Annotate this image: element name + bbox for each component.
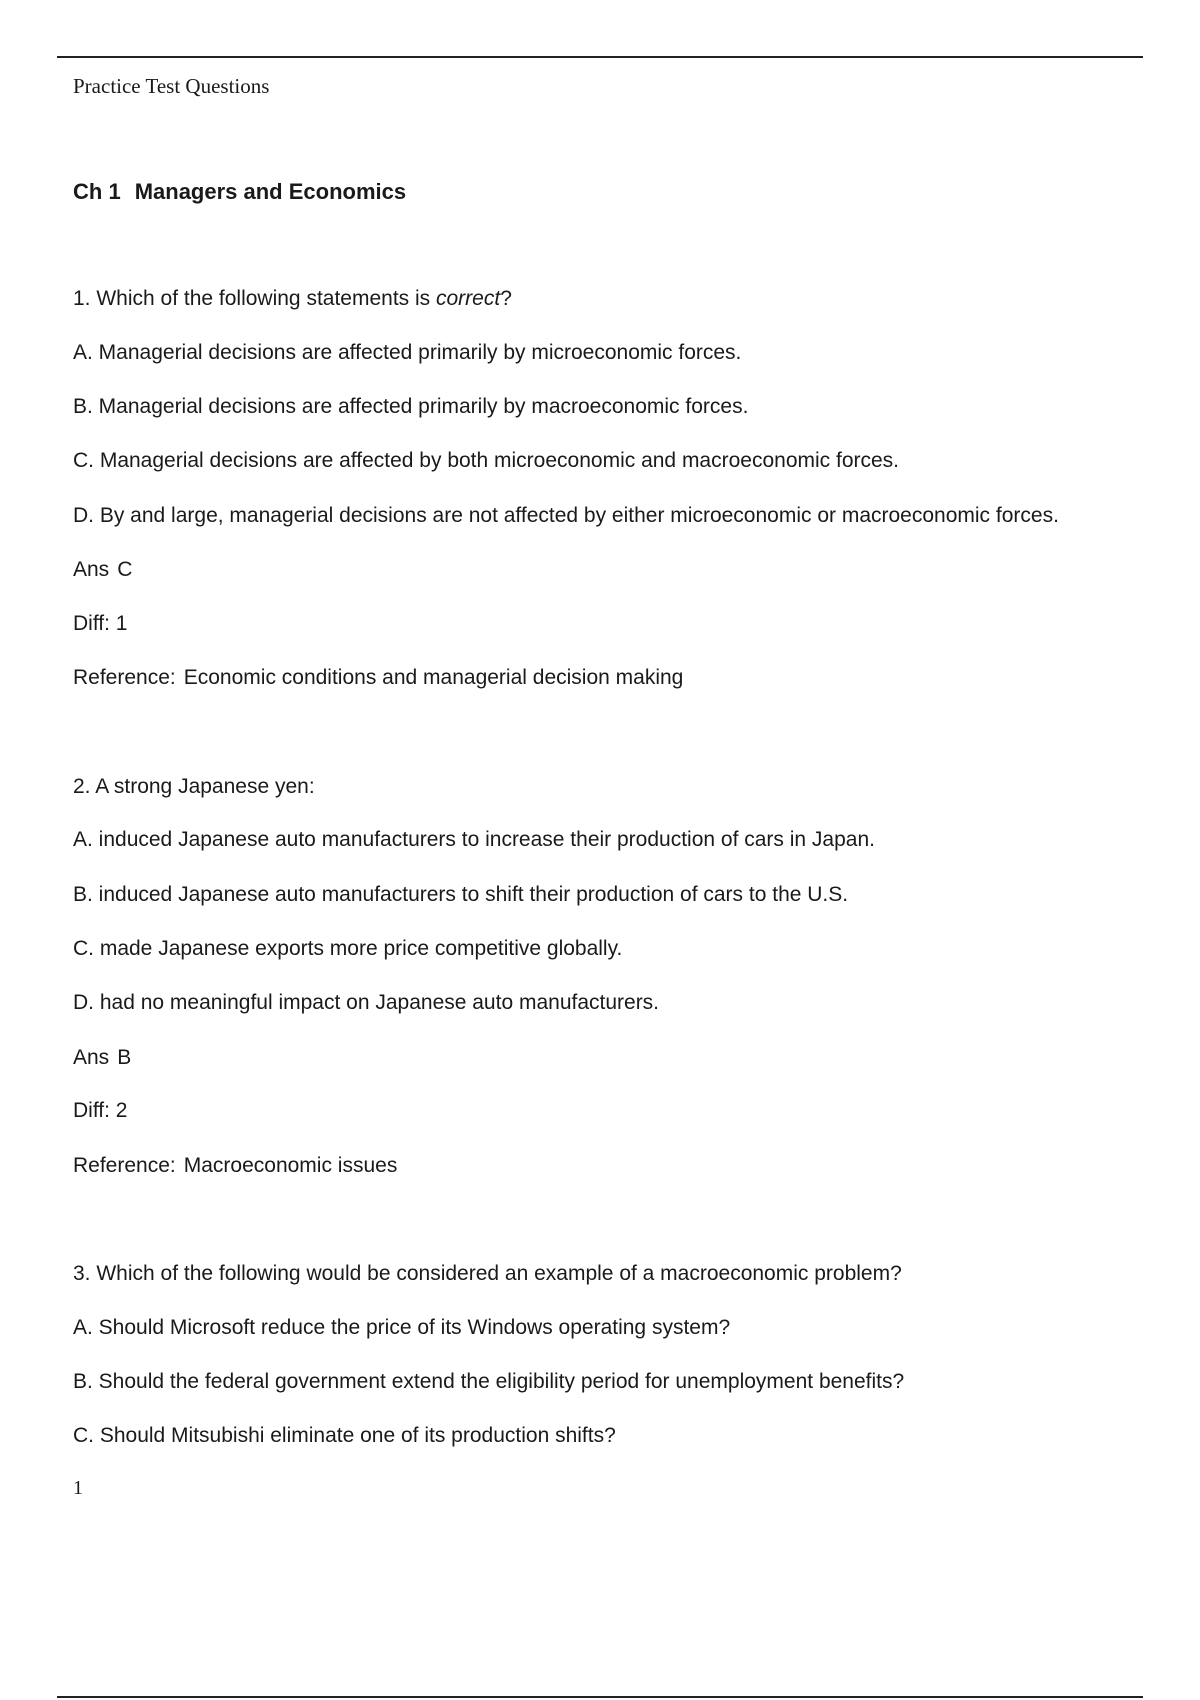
page-header: Practice Test Questions	[73, 74, 270, 98]
reference-label: Reference:	[73, 1154, 176, 1177]
question-2-option-d: D. had no meaningful impact on Japanese auto manufacturers.	[73, 991, 660, 1014]
question-2-difficulty: Diff: 2	[73, 1099, 128, 1122]
answer-value: C	[117, 558, 133, 581]
question-2-option-c: C. made Japanese exports more price competitive globally.	[73, 937, 623, 960]
page-number: 1	[73, 1477, 83, 1499]
answer-label: Ans	[73, 1046, 110, 1069]
question-3-option-b: B. Should the federal government extend the eligibility period for unemployment benefits?	[73, 1370, 905, 1393]
question-1-option-d: D. By and large, managerial decisions are not affected by either microeconomic or macroeconomic forces.	[73, 504, 1059, 527]
reference-label: Reference:	[73, 666, 176, 689]
question-3-option-c: C. Should Mitsubishi eliminate one of its production shifts?	[73, 1424, 616, 1447]
question-2-option-b: B. induced Japanese auto manufacturers to shift their production of cars to the U.S.	[73, 883, 849, 906]
chapter-number: Ch 1	[73, 179, 121, 204]
question-2-stem: 2. A strong Japanese yen:	[73, 775, 315, 798]
question-1-option-a: A. Managerial decisions are affected primarily by microeconomic forces.	[73, 341, 742, 364]
answer-label: Ans	[73, 558, 110, 581]
question-1-stem-emphasis: correct	[436, 287, 501, 310]
question-1-stem-end: ?	[500, 287, 512, 310]
question-3-stem: 3. Which of the following would be considered an example of a macroeconomic problem?	[73, 1262, 902, 1285]
question-1-reference	[73, 665, 683, 691]
answer-value: B	[117, 1046, 132, 1069]
question-2-answer	[73, 1045, 131, 1071]
bottom-rule	[57, 1696, 1143, 1698]
question-1-difficulty: Diff: 1	[73, 612, 128, 635]
question-1-stem-text: 1. Which of the following statements is	[73, 287, 436, 310]
chapter-heading	[73, 179, 406, 205]
chapter-title: Managers and Economics	[134, 179, 407, 204]
question-2-option-a: A. induced Japanese auto manufacturers to increase their production of cars in Japan.	[73, 828, 875, 851]
top-rule	[57, 56, 1143, 58]
question-1-option-b: B. Managerial decisions are affected primarily by macroeconomic forces.	[73, 395, 749, 418]
question-1-stem	[73, 286, 512, 312]
reference-value: Macroeconomic issues	[183, 1154, 398, 1177]
reference-value: Economic conditions and managerial decision making	[183, 666, 684, 689]
question-2-reference	[73, 1153, 397, 1179]
question-1-option-c: C. Managerial decisions are affected by both microeconomic and macroeconomic forces.	[73, 449, 900, 472]
question-3-option-a: A. Should Microsoft reduce the price of its Windows operating system?	[73, 1316, 731, 1339]
question-1-answer	[73, 557, 132, 583]
